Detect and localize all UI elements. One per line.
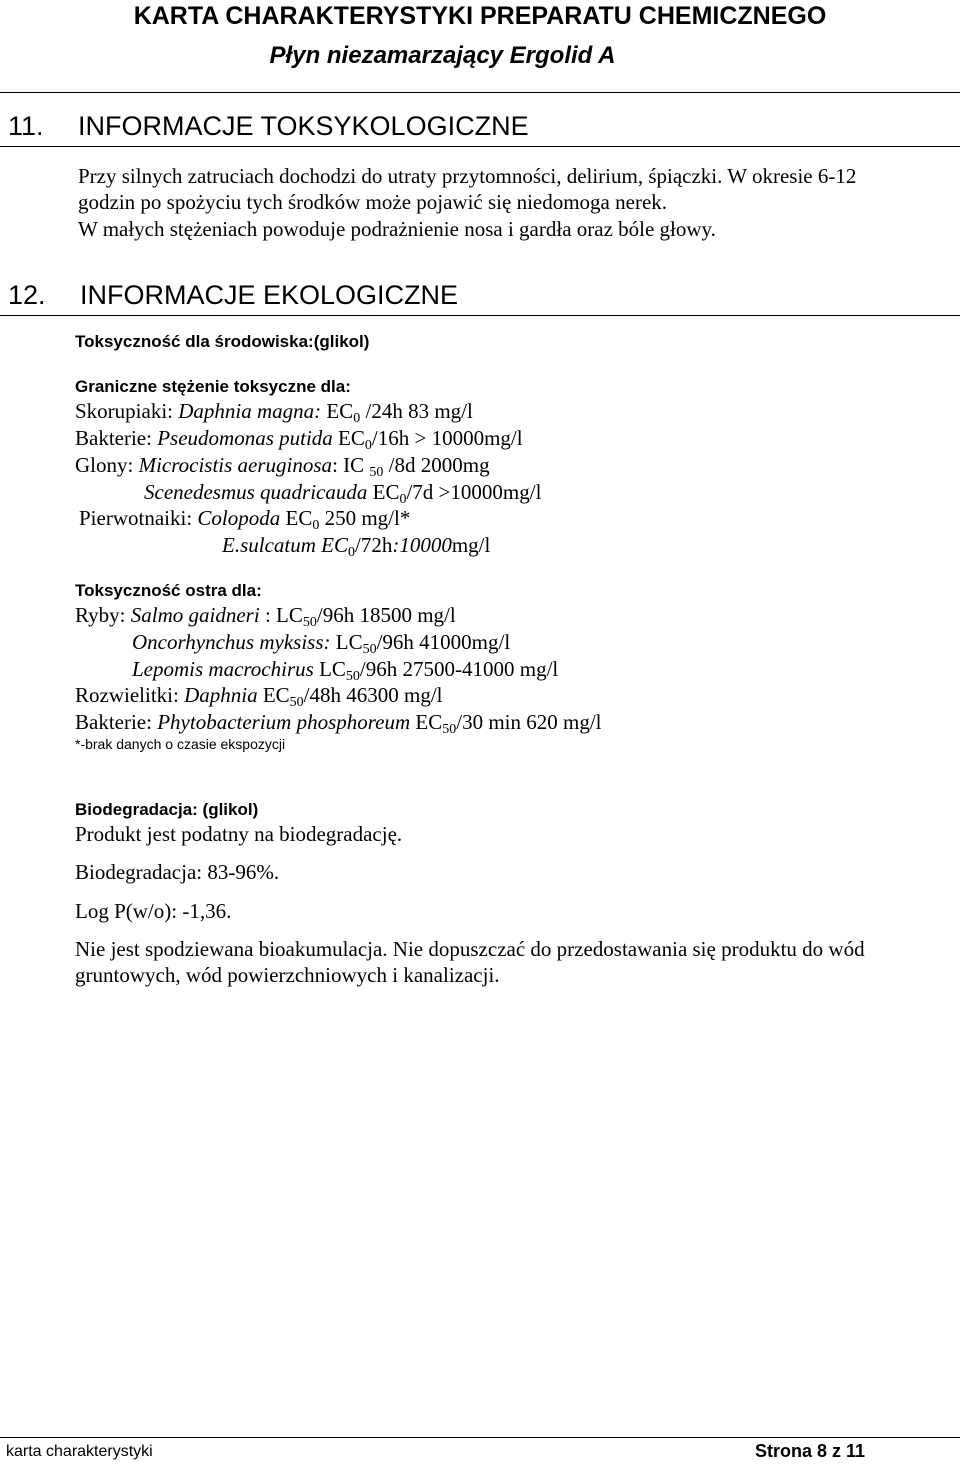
section-11-divider bbox=[0, 146, 960, 147]
exposure-note: *-brak danych o czasie ekspozycji bbox=[75, 736, 286, 752]
limit-line-5: Pierwotnaiki: Colopoda $EC_0$ 250 mg/l* bbox=[79, 506, 411, 533]
footer-page-number: Strona 8 z 11 bbox=[755, 1441, 866, 1461]
acute-heading: Toksyczność ostra dla: bbox=[75, 581, 262, 600]
biodeg-line-2: Biodegradacja: 83-96%. bbox=[75, 860, 280, 884]
section-11-number: 11. bbox=[8, 111, 44, 141]
footer-divider bbox=[0, 1437, 960, 1438]
biodeg-heading: Biodegradacja: (glikol) bbox=[75, 800, 259, 819]
limit-line-3: Glony: Microcistis aeruginosa: IC $_{50}$ /8d 2000mg bbox=[75, 453, 490, 480]
acute-line-2: Oncorhynchus myksiss: $LC_{50}/96h$ 41000mg/l bbox=[132, 630, 511, 657]
acute-line-5: Bakterie: Phytobacterium phosphoreum $EC_{50}/30$ min 620 mg/l bbox=[75, 710, 602, 737]
section-11-line-3: W małych stężeniach powoduje podrażnienie nosa i gardła oraz bóle głowy. bbox=[78, 217, 716, 241]
biodeg-line-3: Log P(w/o): -1,36. bbox=[75, 899, 232, 923]
limit-heading: Graniczne stężenie toksyczne dla: bbox=[75, 377, 351, 396]
limit-line-1: Skorupiaki: Daphnia magna: $EC_0$ /24h 83 mg/l bbox=[75, 399, 473, 426]
acute-line-4: Rozwielitki: Daphnia $EC_{50}/48h$ 46300 mg/l bbox=[75, 683, 443, 710]
biodeg-line-4: Nie jest spodziewana bioakumulacja. Nie dopuszczać do przedostawania się produktu do wód bbox=[75, 937, 865, 961]
section-12-number: 12. bbox=[8, 280, 46, 310]
section-12-heading: INFORMACJE EKOLOGICZNE bbox=[80, 280, 459, 310]
document-title: KARTA CHARAKTERYSTYKI PREPARATU CHEMICZNEGO bbox=[133, 2, 827, 30]
document-subtitle: Płyn niezamarzający Ergolid A bbox=[269, 42, 616, 69]
header-divider bbox=[0, 92, 960, 93]
limit-line-6: E.sulcatum $EC_0/72h:10000mg/l$ bbox=[222, 533, 491, 560]
biodeg-line-1: Produkt jest podatny na biodegradację. bbox=[75, 822, 403, 846]
env-toxicity-heading: Toksyczność dla środowiska:(glikol) bbox=[75, 332, 370, 351]
section-11-heading: INFORMACJE TOKSYKOLOGICZNE bbox=[78, 111, 529, 141]
limit-line-4: Scenedesmus quadricauda $EC_0/7d >10000mg/l$ bbox=[144, 480, 542, 507]
limit-line-2: Bakterie: Pseudomonas putida $EC_0/16h > 10000mg/l$ bbox=[75, 426, 523, 453]
acute-line-3: Lepomis macrochirus $LC_{50}/96h$ 27500-41000 mg/l bbox=[132, 657, 559, 684]
acute-line-1: Ryby: Salmo gaidneri : $LC_{50}/96h$ 18500 mg/l bbox=[75, 603, 456, 630]
section-11-line-1: Przy silnych zatruciach dochodzi do utraty przytomności, delirium, śpiączki. W okresie 6-12 bbox=[78, 164, 857, 188]
section-12-divider bbox=[0, 315, 960, 316]
section-11-line-2: godzin po spożyciu tych środków może pojawić się niedomoga nerek. bbox=[78, 190, 668, 214]
biodeg-line-5: gruntowych, wód powierzchniowych i kanalizacji. bbox=[75, 963, 500, 987]
footer-document-name: karta charakterystyki bbox=[6, 1443, 153, 1460]
